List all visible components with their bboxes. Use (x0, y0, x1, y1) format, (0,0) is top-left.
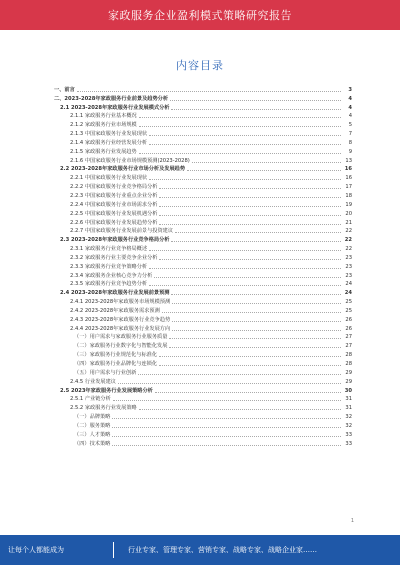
toc-entry-label: （一）品牌策略 (74, 414, 111, 421)
toc-entry[interactable] (52, 119, 352, 128)
toc-entry-page: 32 (345, 414, 352, 421)
toc-entry-label: 2.4.5 行业发展建议 (70, 378, 116, 385)
toc-entry-page: 28 (345, 352, 352, 359)
toc-entry-page: 26 (345, 325, 352, 332)
toc-entry-page: 33 (345, 431, 352, 438)
toc-entry[interactable] (52, 279, 352, 288)
toc-entry-page: 28 (345, 361, 352, 367)
toc-entry-label: 2.4 2023-2028年家政服务行业发展前景预测 (60, 290, 170, 297)
toc-entry-page: 33 (345, 440, 352, 447)
toc-entry-page: 4 (348, 113, 352, 120)
toc-entry[interactable] (52, 84, 352, 93)
toc-entry-page: 27 (345, 343, 352, 350)
toc-entry-page: 32 (345, 422, 352, 429)
toc-entry-label: 2.5.1 产业链分析 (70, 396, 111, 403)
toc-entry-page: 18 (345, 192, 352, 199)
toc-entry-page: 27 (345, 334, 352, 341)
toc-entry-page: 4 (348, 95, 352, 102)
toc-entry-page: 29 (345, 378, 352, 385)
toc-entry-label: （一）用户需求与家政服务行业服务质量 (74, 334, 168, 341)
toc-leader-dots (162, 311, 341, 313)
toc-entry-label: 2.4.3 2023-2028年家政服务行业竞争趋势 (70, 316, 171, 323)
toc-entry-label: 2.3.2 家政服务行业主要竞争企业分析 (70, 254, 158, 261)
toc-entry-label: 2.3.5 家政服务行业竞争趋势分析 (70, 281, 148, 288)
toc-entry-page: 31 (345, 405, 352, 412)
toc-entry-page: 16 (344, 166, 352, 173)
toc-entry-label: 2.2 2023-2028年家政服务行业市场分析及发展趋势 (60, 166, 186, 173)
toc-entry-label: （四）技术策略 (74, 440, 111, 447)
toc-leader-dots (149, 178, 341, 180)
toc-entry[interactable] (52, 93, 352, 102)
toc-entry-page: 23 (345, 263, 352, 270)
toc-leader-dots (172, 320, 341, 322)
toc-entry-label: 2.2.3 中国家政服务行业重点企业分析 (70, 192, 158, 199)
toc-entry-page: 8 (348, 139, 352, 146)
toc-leader-dots (139, 125, 341, 127)
toc-entry[interactable] (52, 261, 352, 270)
table-of-contents (52, 84, 352, 447)
toc-entry[interactable] (52, 146, 352, 155)
toc-leader-dots (139, 408, 341, 410)
toc-entry[interactable] (52, 172, 352, 181)
toc-entry[interactable] (52, 402, 352, 411)
toc-entry-label: 2.3.1 家政服务行业竞争格局概述 (70, 246, 148, 253)
toc-entry-label: （二）服务策略 (74, 422, 111, 429)
toc-entry-page: 26 (345, 316, 352, 323)
toc-leader-dots (139, 152, 341, 154)
toc-leader-dots (149, 284, 341, 286)
toc-entry[interactable] (52, 376, 352, 385)
toc-entry[interactable] (52, 358, 352, 367)
toc-leader-dots (112, 426, 341, 428)
toc-entry-label: 2.2.6 中国家政服务行业发展趋势分析 (70, 219, 158, 226)
toc-entry-page: 30 (344, 387, 352, 394)
toc-leader-dots (77, 90, 341, 92)
page-number: 1 (350, 518, 354, 524)
toc-entry-page: 3 (348, 86, 352, 93)
toc-entry-page: 24 (345, 281, 352, 288)
toc-entry-page: 4 (348, 104, 352, 111)
toc-entry-page: 5 (348, 122, 352, 129)
toc-entry-page: 31 (345, 396, 352, 403)
toc-leader-dots (138, 373, 341, 375)
toc-entry[interactable] (52, 438, 352, 447)
toc-leader-dots (113, 399, 341, 401)
toc-entry-label: 2.2.5 中国家政服务行业发展机遇分析 (70, 210, 158, 217)
toc-entry[interactable] (52, 243, 352, 252)
toc-entry-label: 2.1.4 家政服务行业经营发展分析 (70, 139, 148, 146)
toc-leader-dots (149, 134, 341, 136)
toc-leader-dots (159, 196, 341, 198)
toc-entry[interactable] (52, 349, 352, 358)
toc-entry-label: 一、前言 (54, 86, 75, 93)
toc-entry-label: 2.4.4 2023-2028年家政服务行业发展方向 (70, 325, 171, 332)
toc-entry-label: 二、2023-2028年家政服务行业前景及趋势分析 (54, 95, 169, 102)
toc-leader-dots (171, 240, 341, 242)
toc-entry-label: 2.2.1 中国家政服务行业发展现状 (70, 175, 148, 182)
toc-entry[interactable] (52, 181, 352, 190)
toc-entry[interactable] (52, 385, 352, 394)
toc-entry[interactable] (52, 340, 352, 349)
toc-entry[interactable] (52, 128, 352, 137)
toc-leader-dots (112, 444, 341, 446)
toc-entry[interactable] (52, 420, 352, 429)
toc-leader-dots (139, 116, 341, 118)
toc-leader-dots (118, 382, 341, 384)
toc-leader-dots (171, 108, 341, 110)
toc-entry[interactable] (52, 367, 352, 376)
toc-entry-label: （三）人才策略 (74, 431, 111, 438)
toc-entry[interactable] (52, 270, 352, 279)
toc-entry-page: 24 (344, 290, 352, 297)
toc-entry[interactable] (52, 296, 352, 305)
toc-entry-label: 2.3.3 家政服务行业竞争策略分析 (70, 263, 148, 270)
toc-leader-dots (112, 435, 341, 437)
toc-entry-label: （四）家政服务行业品牌化与连锁化 (74, 361, 158, 367)
toc-entry[interactable] (52, 234, 352, 243)
toc-leader-dots (159, 364, 341, 366)
toc-entry-page: 22 (345, 228, 352, 235)
toc-entry-label: 2.5.2 家政服务行业发展策略 (70, 405, 137, 412)
toc-leader-dots (169, 337, 341, 339)
toc-heading: 内容目录 (176, 59, 224, 72)
toc-entry-label: 2.1 2023-2028年家政服务行业发展模式分析 (60, 104, 170, 111)
toc-entry-label: 2.1.2 家政服务行业市场规模 (70, 122, 137, 129)
toc-entry[interactable] (52, 314, 352, 323)
toc-entry-label: 2.1.5 家政服务行业发展趋势 (70, 148, 137, 155)
toc-entry[interactable] (52, 111, 352, 120)
toc-leader-dots (154, 276, 341, 278)
toc-entry[interactable] (52, 332, 352, 341)
toc-entry-page: 9 (348, 148, 352, 155)
toc-entry-label: 2.5 2023年家政服务行业发展策略分析 (60, 387, 153, 394)
toc-entry-page: 20 (345, 210, 352, 217)
toc-entry[interactable] (52, 199, 352, 208)
toc-leader-dots (159, 258, 341, 260)
header-bar (0, 0, 400, 30)
toc-leader-dots (159, 214, 341, 216)
toc-entry[interactable] (52, 164, 352, 173)
toc-entry[interactable] (52, 323, 352, 332)
toc-entry[interactable] (52, 155, 352, 164)
toc-leader-dots (172, 302, 341, 304)
toc-entry-label: 2.1.3 中国家政服务行业发展现状 (70, 131, 148, 138)
toc-entry[interactable] (52, 102, 352, 111)
toc-leader-dots (149, 267, 341, 269)
toc-entry[interactable] (52, 252, 352, 261)
toc-leader-dots (171, 293, 341, 295)
toc-entry-page: 22 (344, 237, 352, 244)
toc-leader-dots (175, 231, 341, 233)
toc-entry-label: 2.2.2 中国家政服务行业竞争格局分析 (70, 184, 158, 191)
toc-entry-page: 23 (345, 272, 352, 279)
toc-entry-label: （二）家政服务行业数字化与智能化发展 (74, 343, 168, 350)
toc-entry[interactable] (52, 411, 352, 420)
toc-entry-page: 7 (348, 131, 352, 138)
toc-entry-label: 2.1.1 家政服务行业基本概况 (70, 113, 137, 120)
footer-left-text: 让每个人都能成为 (8, 546, 64, 554)
toc-leader-dots (159, 355, 341, 357)
report-title: 家政服务企业盈利模式策略研究报告 (108, 9, 292, 22)
toc-leader-dots (159, 223, 341, 225)
toc-entry-page: 13 (345, 157, 352, 164)
toc-entry-page: 19 (345, 201, 352, 208)
toc-entry[interactable] (52, 394, 352, 403)
toc-leader-dots (155, 391, 341, 393)
toc-entry-label: 2.2.4 中国家政服务行业市场需求分析 (70, 201, 158, 208)
toc-entry-label: 2.2.7 中国家政服务行业发展前景与投资建议 (70, 228, 174, 235)
toc-entry-label: 2.3 2023-2028年家政服务行业竞争格局分析 (60, 237, 170, 244)
toc-entry-page: 23 (345, 254, 352, 261)
toc-leader-dots (192, 161, 341, 163)
toc-leader-dots (169, 346, 341, 348)
toc-entry-page: 22 (345, 246, 352, 253)
toc-entry-label: 2.4.2 2023-2028年家政服务需求预测 (70, 307, 160, 314)
toc-entry[interactable] (52, 429, 352, 438)
toc-leader-dots (149, 249, 341, 251)
toc-entry[interactable] (52, 137, 352, 146)
toc-leader-dots (172, 329, 341, 331)
footer-divider (113, 542, 114, 558)
header-divider (44, 30, 356, 32)
toc-entry[interactable] (52, 208, 352, 217)
toc-entry-label: 2.3.4 家政服务企业核心竞争力分析 (70, 272, 153, 279)
toc-entry-page: 29 (345, 369, 352, 376)
toc-entry-label: 2.1.6 中国家政服务行业市场规模预测(2023-2028) (70, 157, 190, 164)
toc-entry[interactable] (52, 190, 352, 199)
toc-entry[interactable] (52, 217, 352, 226)
toc-entry-page: 25 (345, 307, 352, 314)
toc-leader-dots (159, 205, 341, 207)
toc-entry-page: 17 (345, 184, 352, 191)
toc-entry[interactable] (52, 226, 352, 235)
footer-slogan: 行业专家、管理专家、营销专家、战略专家、战略企业家…… (128, 546, 317, 554)
toc-entry[interactable] (52, 305, 352, 314)
toc-leader-dots (149, 143, 341, 145)
toc-entry-page: 16 (345, 175, 352, 182)
toc-leader-dots (112, 417, 341, 419)
toc-entry[interactable] (52, 287, 352, 296)
toc-entry-page: 25 (345, 299, 352, 306)
toc-entry-page: 21 (345, 219, 352, 226)
toc-leader-dots (159, 187, 341, 189)
toc-entry-label: （三）家政服务行业规范化与标准化 (74, 352, 158, 359)
toc-entry-label: （五）用户需求与行业创新 (74, 369, 137, 376)
toc-leader-dots (170, 99, 341, 101)
toc-leader-dots (187, 169, 341, 171)
toc-entry-label: 2.4.1 2023-2028年家政服务市场规模预测 (70, 299, 171, 306)
footer-bar (0, 535, 400, 565)
